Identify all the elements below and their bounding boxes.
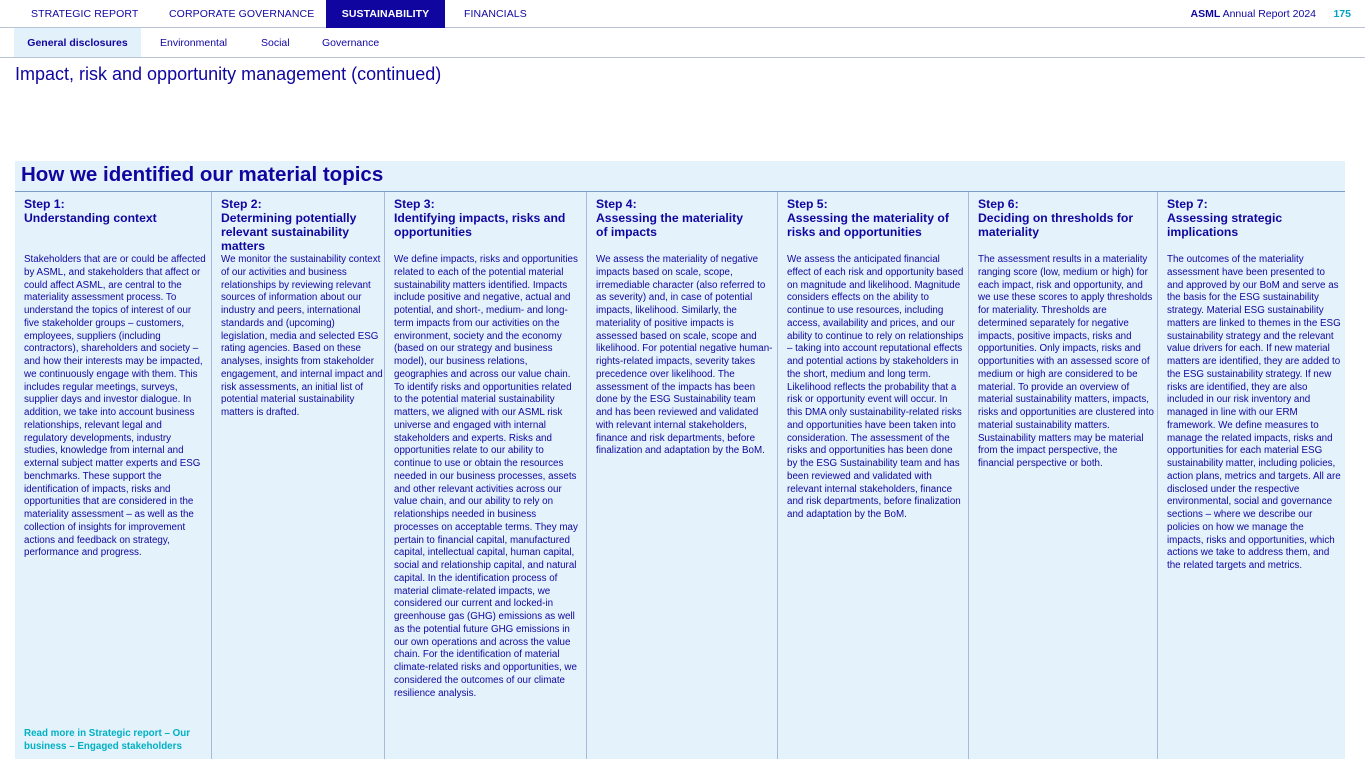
step-body: We define impacts, risks and opportunities related to each of the potential material sustainability matters identified. Impacts include positive and negative, actual and potential, and short-, medium- and long-term impacts from our activities on the environment, society and the economy (based on our strategy and business model), our business relations, geographies and across our value chain. To identify risks and opportunities related to the potential material sustainability matters, we aligned with our ASML risk universe and engaged with internal stakeholders and experts. Risks and opportunities relate to our ability to continue to use or obtain the resources needed in our business processes, assets and other relevant activities across our value chain, and our ability to rely on relationships needed in business processes on acceptable terms. They may pertain to financial capital, manufactured capital, intellectual capital, human capital, social and relationship capital, and natural capital. In the identification process of material climate-related impacts, we considered our current and locked-in greenhouse gas (GHG) emissions as well as the potential future GHG emissions in our own operations and across the value chain. For the identification of material climate-related risks and opportunities, we considered the outcomes of our climate resilience analysis. <box>394 254 578 699</box>
step-4-column <box>586 192 778 759</box>
tab-strategic-report[interactable]: STRATEGIC REPORT <box>31 8 139 20</box>
step-7-column <box>1157 192 1345 759</box>
step-body: Stakeholders that are or could be affected by ASML, and stakeholders that affect or could affect ASML, are central to the materiality assessment process. To understand the topics of interest of our five stakeholder groups – customers, employees, suppliers (including contractors), shareholders and society – and how their interests may be impacted, we continuously engage with them. This includes regular meetings, surveys, supplier days and investor dialogue. In addition, we take into account business relationships, relevant legal and regulatory developments, industry studies, knowledge from internal and external subject matter experts and ESG benchmarks. These support the identification of impacts, risks and opportunities that are considered in the materiality assessment – as well as the collection of insights for improvement actions and feedback on strategy, performance and progress. <box>24 254 206 559</box>
step-body: We assess the materiality of negative impacts based on scale, scope, irremediable character (also referred to as severity) and, in case of potential impacts, likelihood. Similarly, the materiality of positive impacts is assessed based on scale, scope and likelihood. For potential negative human-rights-related impacts, severity takes precedence over likelihood. The assessment of the impacts has been done by the ESG Sustainability team and has been reviewed and validated with relevant internal stakeholders, finance and risk departments, before finalization and adaptation by the BoM. <box>596 254 773 457</box>
step-name: Determining potentially relevant sustainability matters <box>221 211 357 253</box>
step-number: Step 6: <box>978 197 1019 211</box>
step-number: Step 1: <box>24 197 65 211</box>
step-5-column <box>777 192 969 759</box>
step-name: Assessing the materiality of impacts <box>596 211 743 239</box>
step-title <box>24 197 209 225</box>
tab-governance[interactable]: Governance <box>322 37 380 49</box>
step-body: We assess the anticipated financial effect of each risk and opportunity based on magnitude and likelihood. Magnitude considers effects on the ability to continue to use resources, including access, availability and prices, and our ability to continue to rely on relationships – taking into account reputational effects and potential actions by stakeholders in the short, medium and long term. Likelihood reflects the probability that a risk or opportunity event will occur. In this DMA only sustainability-related risks and opportunities have been taken into consideration. The assessment of the risks and opportunities has been done by the ESG Sustainability team and has been reviewed and validated with relevant internal stakeholders, finance and risk departments, before finalization and adaptation by the BoM. <box>787 254 964 520</box>
page-number: 175 <box>1333 8 1351 20</box>
step-name: Deciding on thresholds for materiality <box>978 211 1134 239</box>
step-number: Step 7: <box>1167 197 1208 211</box>
step-body: The outcomes of the materiality assessment have been presented to and approved by our BoM and serve as the basis for the ESG sustainability strategy. Material ESG sustainability matters are linked to themes in the ESG sustainability strategy and the relevant value drivers for each. If new material matters are identified, they are added to the ESG sustainability strategy. If new risks are identified, they are also included in our risk inventory and managed in line with our ERM framework. We define measures to manage the related impacts, risks and opportunities for each material ESG sustainability matter, including policies, action plans, metrics and targets. All are disclosed under the respective environmental, social and governance sections – where we describe our policies on how we manage the impacts, risks and opportunities, which actions we take to address them, and the related targets and metrics. <box>1167 254 1341 571</box>
tab-corporate-governance[interactable]: CORPORATE GOVERNANCE <box>169 8 315 20</box>
report-title-text: Annual Report 2024 <box>1222 8 1316 20</box>
tab-general-disclosures[interactable]: General disclosures <box>14 28 141 57</box>
step-title <box>1167 197 1307 239</box>
step-name: Assessing the materiality of risks and opportunities <box>787 211 949 239</box>
step-3-column <box>384 192 587 759</box>
tab-financials[interactable]: FINANCIALS <box>464 8 527 20</box>
tab-social[interactable]: Social <box>261 37 290 49</box>
step-title <box>394 197 584 239</box>
top-navigation <box>0 0 1365 28</box>
step-number: Step 5: <box>787 197 828 211</box>
section-navigation <box>0 28 1365 58</box>
step-number: Step 2: <box>221 197 262 211</box>
step-6-column <box>968 192 1158 759</box>
panel-title: How we identified our material topics <box>21 163 384 186</box>
step-name: Assessing strategic implications <box>1167 211 1283 239</box>
tab-environmental[interactable]: Environmental <box>160 37 228 49</box>
page-title: Impact, risk and opportunity management (continued) <box>15 64 442 84</box>
step-title <box>787 197 957 239</box>
read-more-link[interactable]: Read more in Strategic report – Our business – Engaged stakeholders <box>24 728 191 752</box>
step-name: Understanding context <box>24 211 157 225</box>
step-number: Step 3: <box>394 197 435 211</box>
report-title <box>1191 0 1317 28</box>
step-1-column <box>15 192 212 759</box>
step-number: Step 4: <box>596 197 637 211</box>
step-2-column <box>211 192 385 759</box>
step-body: The assessment results in a materiality ranging score (low, medium or high) for each impact, risk and opportunity, and we use these scores to apply thresholds for materiality. Thresholds are determined separately for negative impacts, positive impacts, risks and opportunities. Only impacts, risks and opportunities with an assessed score of medium or high are considered to be material. To provide an overview of material sustainability matters, impacts, risks and opportunities are clustered into material sustainability matters. Sustainability matters may be material from the impact perspective, the financial perspective or both. <box>978 254 1154 469</box>
report-brand: ASML <box>1190 8 1221 20</box>
step-title <box>978 197 1138 239</box>
material-topics-panel <box>15 161 1345 759</box>
tab-sustainability[interactable]: SUSTAINABILITY <box>326 0 445 28</box>
step-name: Identifying impacts, risks and opportunities <box>394 211 566 239</box>
step-title <box>221 197 381 253</box>
step-title <box>596 197 756 239</box>
step-body: We monitor the sustainability context of our activities and business relationships by reviewing relevant sources of information about our industry and peers, international standards and (upcoming) legislation, media and selected ESG rating agencies. Based on these analyses, insights from stakeholder engagement, and internal impact and risk assessments, an initial list of potential material sustainability matters is drafted. <box>221 254 383 418</box>
